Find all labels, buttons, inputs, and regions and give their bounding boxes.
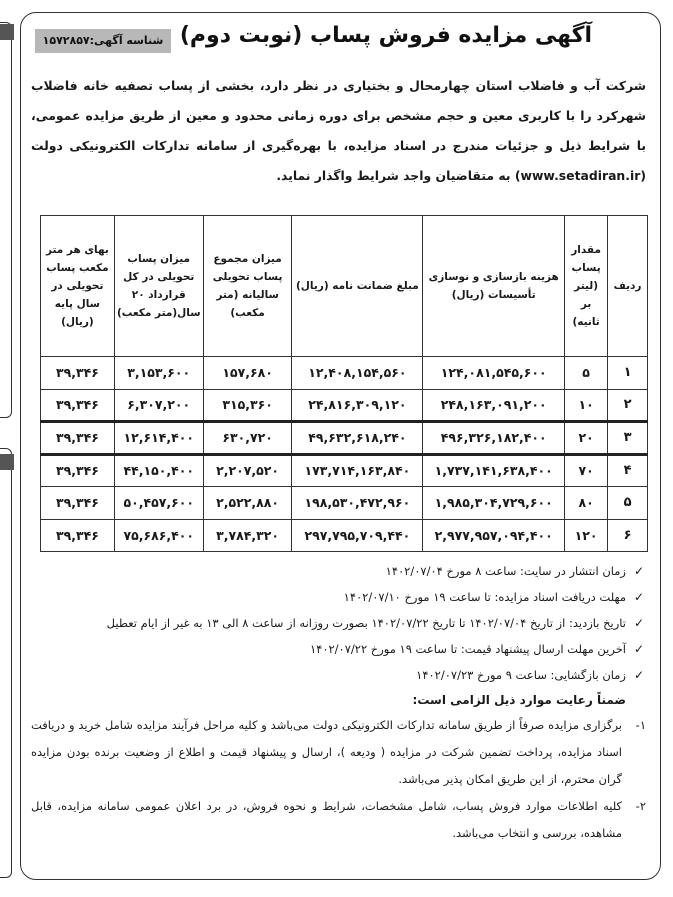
intro-paragraph: شرکت آب و فاضلاب استان چهارمحال و بختیاری در نظر دارد، بخشی از پساب تصفیه خانه فاضلاب شهرکرد را با کاربری معین و حجم مشخص برای دوره زمانی محدود و معین از طریق مزایده عمومی، با شرایط ذیل و جزئیات مندرج در اسناد مزایده، با بهره‌گیری از سامانه تدارکات الکترونیکی دولت (www.setadiran.ir) به متقاضیان واجد شرایط واگذار نماید.: [31, 78, 646, 183]
table-cell: ۱۲۰: [565, 519, 608, 552]
schedule-text: زمان بازگشایی: ساعت ۹ مورخ ۱۴۰۲/۰۷/۲۳: [416, 668, 626, 682]
table-cell: ۳,۷۸۴,۳۲۰: [203, 519, 292, 552]
row-number-cell: ۶: [608, 519, 648, 552]
schedule-item: [31, 558, 646, 584]
table-cell: ۲,۲۰۷,۵۲۰: [203, 454, 292, 487]
table-row: [41, 422, 648, 455]
ad-header: [21, 23, 660, 55]
table-cell: ۱۰: [565, 389, 608, 422]
adjacent-ad-frame-top: [0, 22, 12, 418]
check-icon: ✓: [633, 564, 644, 578]
table-body: [41, 357, 648, 552]
ad-id-value: ۱۵۷۲۸۵۷: [42, 34, 90, 47]
notes-section: [31, 558, 646, 847]
table-cell: ۱۹۸,۵۳۰,۴۷۲,۹۶۰: [292, 487, 423, 520]
table-cell: ۱۵۷,۶۸۰: [203, 357, 292, 390]
column-header: ردیف: [608, 216, 648, 357]
adjacent-ad-tag-bottom: [0, 454, 14, 470]
column-header: میزان مجموع پساب تحویلی سالیانه (متر مکعب): [203, 216, 292, 357]
column-header: مبلغ ضمانت نامه (ریال): [292, 216, 423, 357]
column-header: میزان پساب تحویلی در کل قرارداد ۲۰ سال(متر مکعب): [114, 216, 203, 357]
table-row: [41, 487, 648, 520]
adjacent-ad-frame-bottom: [0, 448, 12, 878]
requirement-number: ۲-: [635, 799, 646, 813]
table-cell: ۳۹,۳۴۶: [41, 519, 115, 552]
row-number-cell: ۵: [608, 487, 648, 520]
adjacent-ad-tag-top: [0, 24, 14, 40]
table-cell: ۱,۹۸۵,۳۰۴,۷۲۹,۶۰۰: [423, 487, 565, 520]
adjacent-column-edge: [0, 0, 16, 897]
table-cell: ۶,۳۰۷,۲۰۰: [114, 389, 203, 422]
column-header: بهای هر متر مکعب پساب تحویلی در سال پایه (ریال): [41, 216, 115, 357]
table-cell: ۳۹,۳۴۶: [41, 487, 115, 520]
table-row: [41, 454, 648, 487]
requirement-text: کلیه اطلاعات موارد فروش پساب، شامل مشخصات، شرایط و نحوه فروش، در برد اعلان عمومی سامانه مزایده، قابل مشاهده، بررسی و انتخاب می‌باشد.: [31, 799, 622, 840]
table-header-row: [41, 216, 648, 357]
row-number-cell: ۲: [608, 389, 648, 422]
table-cell: ۸۰: [565, 487, 608, 520]
ad-title: آگهی مزایده فروش پساب (نوبت دوم): [179, 23, 592, 48]
table-cell: ۳۹,۳۴۶: [41, 454, 115, 487]
table-cell: ۱۷۳,۷۱۴,۱۶۳,۸۴۰: [292, 454, 423, 487]
ad-id-label: شناسه آگهی:: [89, 34, 164, 47]
row-number-cell: ۱: [608, 357, 648, 390]
check-icon: ✓: [633, 642, 644, 656]
table-cell: ۴۹,۶۳۲,۶۱۸,۲۴۰: [292, 422, 423, 455]
table-cell: ۲۴,۸۱۶,۳۰۹,۱۲۰: [292, 389, 423, 422]
requirements-list: [31, 712, 646, 847]
auction-table: [40, 215, 648, 552]
table-cell: ۱۲۴,۰۸۱,۵۴۵,۶۰۰: [423, 357, 565, 390]
column-header: هزینه بازسازی و نوسازی تأسیسات (ریال): [423, 216, 565, 357]
row-number-cell: ۴: [608, 454, 648, 487]
ad-id-badge: [35, 29, 171, 53]
table-cell: ۳۹,۳۴۶: [41, 422, 115, 455]
schedule-text: مهلت دریافت اسناد مزایده: تا ساعت ۱۹ مورخ ۱۴۰۲/۰۷/۱۰: [343, 590, 626, 604]
check-icon: ✓: [633, 616, 644, 630]
advertisement-frame: [20, 12, 661, 880]
table-row: [41, 519, 648, 552]
table-row: [41, 389, 648, 422]
table-cell: ۴۹۶,۳۲۶,۱۸۲,۴۰۰: [423, 422, 565, 455]
table-cell: ۳۹,۳۴۶: [41, 389, 115, 422]
table-cell: ۱۲,۴۰۸,۱۵۴,۵۶۰: [292, 357, 423, 390]
table-cell: ۲,۵۲۲,۸۸۰: [203, 487, 292, 520]
table-cell: ۲,۹۷۷,۹۵۷,۰۹۴,۴۰۰: [423, 519, 565, 552]
requirements-heading: ضمناً رعایت موارد ذیل الزامی است:: [412, 693, 626, 707]
requirement-item: [31, 793, 646, 847]
schedule-item: [31, 636, 646, 662]
schedule-text: تاریخ بازدید: از تاریخ ۱۴۰۲/۰۷/۰۴ تا تاریخ ۱۴۰۲/۰۷/۲۲ بصورت روزانه از ساعت ۸ الی ۱۳ به غیر از ایام تعطیل: [106, 616, 626, 630]
table-cell: ۲۴۸,۱۶۳,۰۹۱,۲۰۰: [423, 389, 565, 422]
column-header: مقدار پساب (لیتر بر ثانیه): [565, 216, 608, 357]
requirement-number: ۱-: [635, 718, 646, 732]
table-cell: ۵: [565, 357, 608, 390]
table-cell: ۳۹,۳۴۶: [41, 357, 115, 390]
table-cell: ۵۰,۴۵۷,۶۰۰: [114, 487, 203, 520]
schedule-item: [31, 584, 646, 610]
requirement-item: [31, 712, 646, 793]
table-cell: ۳۱۵,۳۶۰: [203, 389, 292, 422]
row-number-cell: ۳: [608, 422, 648, 455]
check-icon: ✓: [633, 668, 644, 682]
table-cell: ۳,۱۵۳,۶۰۰: [114, 357, 203, 390]
table-cell: ۶۳۰,۷۲۰: [203, 422, 292, 455]
table-row: [41, 357, 648, 390]
schedule-list: [31, 558, 646, 688]
requirement-text: برگزاری مزایده صرفاً از طریق سامانه تدارکات الکترونیکی دولت می‌باشد و کلیه مراحل فرآیند مزایده شامل خرید و دریافت اسناد مزایده، پرداخت تضمین شرکت در مزایده ( ودیعه )، ارسال و پیشنهاد قیمت و اطلاع از وضعیت برنده بودن مزایده گران محترم، از این طریق امکان پذیر می‌باشد.: [31, 718, 622, 786]
schedule-item: [31, 610, 646, 636]
table-cell: ۷۵,۶۸۶,۴۰۰: [114, 519, 203, 552]
schedule-item: [31, 662, 646, 688]
table-cell: ۷۰: [565, 454, 608, 487]
table-cell: ۴۴,۱۵۰,۴۰۰: [114, 454, 203, 487]
check-icon: ✓: [633, 590, 644, 604]
table-cell: ۱۲,۶۱۴,۴۰۰: [114, 422, 203, 455]
table-cell: ۲۹۷,۷۹۵,۷۰۹,۴۴۰: [292, 519, 423, 552]
table-cell: ۲۰: [565, 422, 608, 455]
table-cell: ۱,۷۳۷,۱۴۱,۶۳۸,۴۰۰: [423, 454, 565, 487]
schedule-text: آخرین مهلت ارسال پیشنهاد قیمت: تا ساعت ۱۹ مورخ ۱۴۰۲/۰۷/۲۲: [309, 642, 626, 656]
schedule-text: زمان انتشار در سایت: ساعت ۸ مورخ ۱۴۰۲/۰۷/۰۴: [385, 564, 626, 578]
